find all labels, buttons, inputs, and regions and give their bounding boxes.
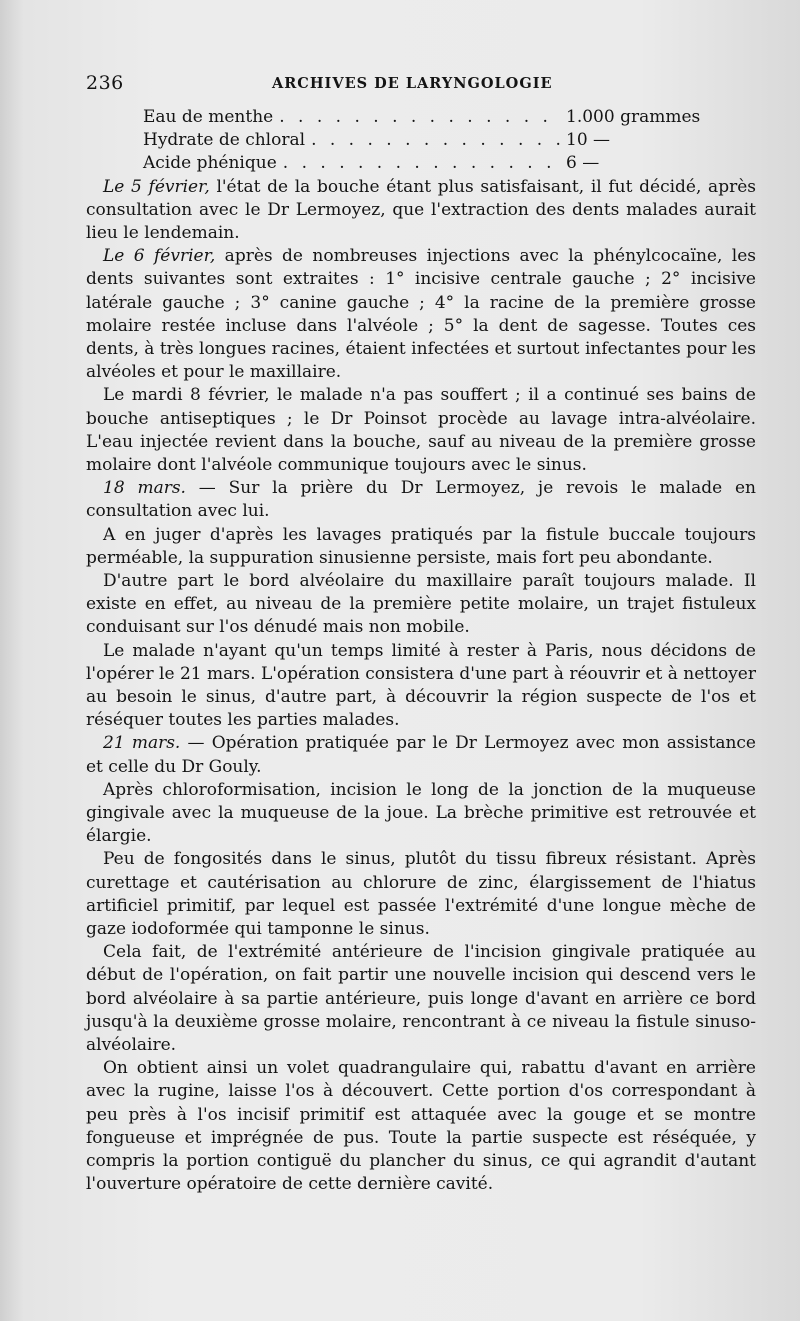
ingredient-quantity: 6 —: [566, 153, 600, 174]
paragraph-text: Cela fait, de l'extrémité antérieure de l'incision gingivale pratiquée au début de l'opération, on fait partir une nouvelle incision qui descend vers le bord alvéolaire à sa partie antérieure, puis longe d'avant en arrière ce bord jusqu'à la deuxième grosse molaire, rencontrant à ce niveau la fistule sinuso-alvéolaire.: [86, 942, 756, 1056]
running-title: ARCHIVES DE LARYNGOLOGIE: [272, 75, 553, 92]
paragraph-text: après de nombreuses injections avec la phénylcocaïne, les dents suivantes sont extraites : 1° incisive centrale gauche ; 2° incisive latérale gauche ; 3° canine gauche ; 4° la racine de la première grosse molaire restée incluse dans l'alvéole ; 5° la dent de sagesse. Toutes ces dents, à très longues racines, étaient infectées et surtout infectantes pour les alvéoles et pour le maxillaire.: [86, 246, 757, 383]
prescription-item: [86, 129, 756, 152]
paragraph-lead: Le 6 février,: [103, 246, 216, 267]
page-body: [86, 106, 756, 1197]
paragraph-text: — Sur la prière du Dr Lermoyez, je revois le malade en consultation avec lui.: [86, 478, 757, 522]
prescription-item: [86, 106, 756, 129]
paragraph-lead: 18 mars.: [103, 478, 186, 499]
ingredient-name: Hydrate de chloral: [143, 130, 306, 151]
paragraph-text: Le malade n'ayant qu'un temps limité à rester à Paris, nous décidons de l'opérer le 21 mars. L'opération consistera d'une part à réouvrir et à nettoyer au besoin le sinus, d'autre part, à découvrir la région suspecte de l'os et réséquer toutes les parties malades.: [86, 640, 756, 731]
paragraph: [86, 848, 756, 941]
ingredient-quantity: 10 —: [566, 130, 611, 151]
paragraph: [86, 779, 756, 849]
paragraph-text: On obtient ainsi un volet quadrangulaire qui, rabattu d'avant en arrière avec la rugine, laisse l'os à découvert. Cette portion d'os correspondant à peu près à l'os incisif primitif est attaquée avec la gouge et se montre fongueuse et imprégnée de pus. Toute la partie suspecte est réséquée, y compris la portion contiguë du plancher du sinus, ce qui agrandit d'autant l'ouverture opératoire de cette dernière cavité.: [86, 1058, 756, 1195]
paragraph: [86, 524, 756, 570]
leader-dots: [279, 106, 560, 129]
paragraph-text: Après chloroformisation, incision le long de la jonction de la muqueuse gingivale avec la muqueuse de la joue. La brèche primitive est retrouvée et élargie.: [86, 779, 756, 847]
paragraph-text: Le mardi 8 février, le malade n'a pas souffert ; il a continué ses bains de bouche antiseptiques ; le Dr Poinsot procède au lavage intra-alvéolaire. L'eau injectée revient dans la bouche, sauf au niveau de la première grosse molaire dont l'alvéole communique toujours avec le sinus.: [86, 385, 756, 475]
paragraph-lead: 21 mars.: [103, 733, 181, 754]
paragraph-lead: Le 5 février,: [103, 176, 210, 197]
page-number: 236: [86, 72, 124, 94]
paragraph-text: — Opération pratiquée par le Dr Lermoyez avec mon assistance et celle du Dr Gouly.: [86, 733, 756, 777]
prescription-item: [86, 152, 756, 175]
paragraph: [86, 176, 756, 246]
leader-dots: [283, 152, 560, 175]
page-header: [86, 72, 758, 98]
paragraph: [86, 1057, 756, 1196]
paragraph: [86, 570, 756, 640]
paragraph: [86, 640, 756, 733]
paragraph: [86, 941, 756, 1057]
paragraph-text: l'état de la bouche étant plus satisfaisant, il fut décidé, après consultation avec le Dr Lermoyez, que l'extraction des dents malades aurait lieu le lendemain.: [86, 176, 756, 243]
paragraph: [86, 384, 756, 477]
leader-dots: [311, 129, 560, 152]
paragraph-text: D'autre part le bord alvéolaire du maxillaire paraît toujours malade. Il existe en effet, au niveau de la première petite molaire, un trajet fistuleux conduisant sur l'os dénudé mais non mobile.: [86, 571, 756, 638]
paragraph: [86, 732, 756, 778]
paragraph: [86, 245, 756, 384]
ingredient-quantity: 1.000 grammes: [566, 107, 701, 127]
ingredient-name: Eau de menthe: [143, 107, 274, 127]
paragraph-text: A en juger d'après les lavages pratiqués par la fistule buccale toujours perméable, la suppuration sinusienne persiste, mais fort peu abondante.: [86, 524, 756, 568]
paragraph-text: Peu de fongosités dans le sinus, plutôt du tissu fibreux résistant. Après curettage et cautérisation au chlorure de zinc, élargissement de l'hiatus artificiel primitif, par lequel est passée l'extrémité d'une longue mèche de gaze iodoformée qui tamponne le sinus.: [86, 849, 756, 940]
ingredient-name: Acide phénique: [143, 153, 277, 174]
prescription-list: [86, 106, 756, 176]
paragraph: [86, 477, 756, 523]
